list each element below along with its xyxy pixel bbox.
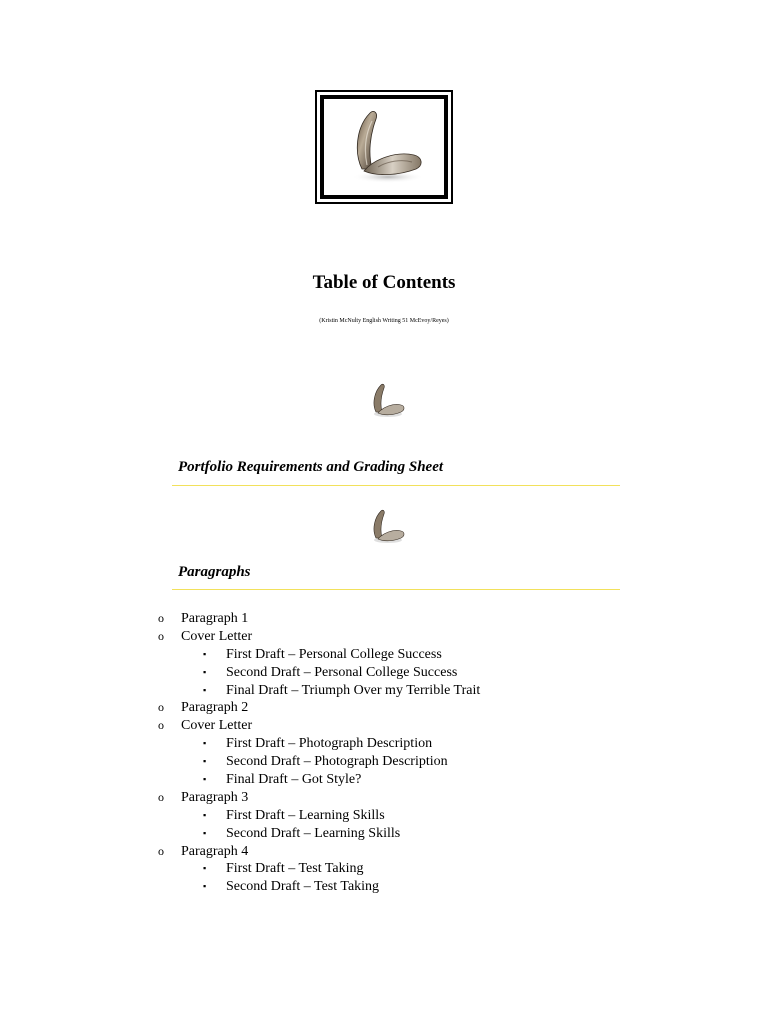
toc-item-label: Cover Letter [181, 628, 253, 644]
hollow-bullet-icon: o [158, 700, 164, 715]
document-subtitle: (Kristin McNulty English Writing 51 McEvoy/Reyes) [319, 318, 449, 324]
square-bullet-icon: ▪ [203, 809, 207, 820]
toc-subitem[interactable] [0, 860, 768, 878]
toc-item-label: Second Draft – Personal College Success [226, 664, 458, 680]
toc-item-label: Paragraph 2 [181, 700, 249, 716]
square-bullet-icon: ▪ [203, 666, 207, 677]
oyster-shell-photo [334, 105, 434, 189]
square-bullet-icon: ▪ [203, 738, 207, 749]
toc-item-label: Paragraph 1 [181, 611, 249, 626]
toc-item-label: First Draft – Test Taking [226, 861, 364, 877]
toc-item[interactable] [0, 843, 768, 861]
oyster-shell-icon [366, 506, 406, 546]
document-title: Table of Contents [312, 272, 456, 293]
section-heading-portfolio-requirements: Portfolio Requirements and Grading Sheet [178, 459, 444, 475]
toc-item-label: Paragraph 4 [181, 843, 249, 859]
square-bullet-icon: ▪ [203, 827, 207, 838]
hollow-bullet-icon: o [158, 789, 164, 804]
toc-item[interactable] [0, 610, 768, 628]
toc-subitem[interactable] [0, 771, 768, 789]
toc-subitem[interactable] [0, 753, 768, 771]
hollow-bullet-icon: o [158, 843, 164, 858]
toc-subitem[interactable] [0, 735, 768, 753]
cover-image-inner-frame [320, 95, 448, 199]
section-divider-line [172, 485, 620, 486]
section-divider-line [172, 589, 620, 590]
toc-list [0, 610, 768, 896]
hollow-bullet-icon: o [158, 718, 164, 733]
toc-subitem[interactable] [0, 825, 768, 843]
oyster-shell-icon [366, 380, 406, 420]
hollow-bullet-icon: o [158, 611, 164, 625]
toc-subitem[interactable] [0, 664, 768, 682]
cover-image-frame [315, 90, 453, 204]
toc-item-label: First Draft – Learning Skills [226, 807, 385, 823]
hollow-bullet-icon: o [158, 628, 164, 643]
toc-subitem[interactable] [0, 646, 768, 664]
toc-item[interactable] [0, 628, 768, 646]
toc-subitem[interactable] [0, 682, 768, 700]
toc-item-label: First Draft – Photograph Description [226, 736, 433, 752]
square-bullet-icon: ▪ [203, 648, 207, 659]
toc-item-label: First Draft – Personal College Success [226, 646, 442, 662]
square-bullet-icon: ▪ [203, 756, 207, 767]
square-bullet-icon: ▪ [203, 863, 207, 874]
toc-item-label: Paragraph 3 [181, 789, 249, 805]
square-bullet-icon: ▪ [203, 774, 207, 785]
toc-subitem[interactable] [0, 878, 768, 896]
toc-subitem[interactable] [0, 807, 768, 825]
toc-item[interactable] [0, 717, 768, 735]
square-bullet-icon: ▪ [203, 881, 207, 892]
toc-item-label: Cover Letter [181, 718, 253, 734]
square-bullet-icon: ▪ [203, 684, 207, 695]
toc-item-label: Final Draft – Triumph Over my Terrible Trait [226, 682, 481, 698]
section-heading-paragraphs: Paragraphs [178, 564, 251, 580]
toc-item[interactable] [0, 699, 768, 717]
toc-item[interactable] [0, 789, 768, 807]
toc-item-label: Second Draft – Test Taking [226, 879, 380, 895]
toc-item-label: Second Draft – Photograph Description [226, 754, 448, 770]
toc-item-label: Second Draft – Learning Skills [226, 825, 401, 841]
toc-item-label: Final Draft – Got Style? [226, 772, 362, 788]
